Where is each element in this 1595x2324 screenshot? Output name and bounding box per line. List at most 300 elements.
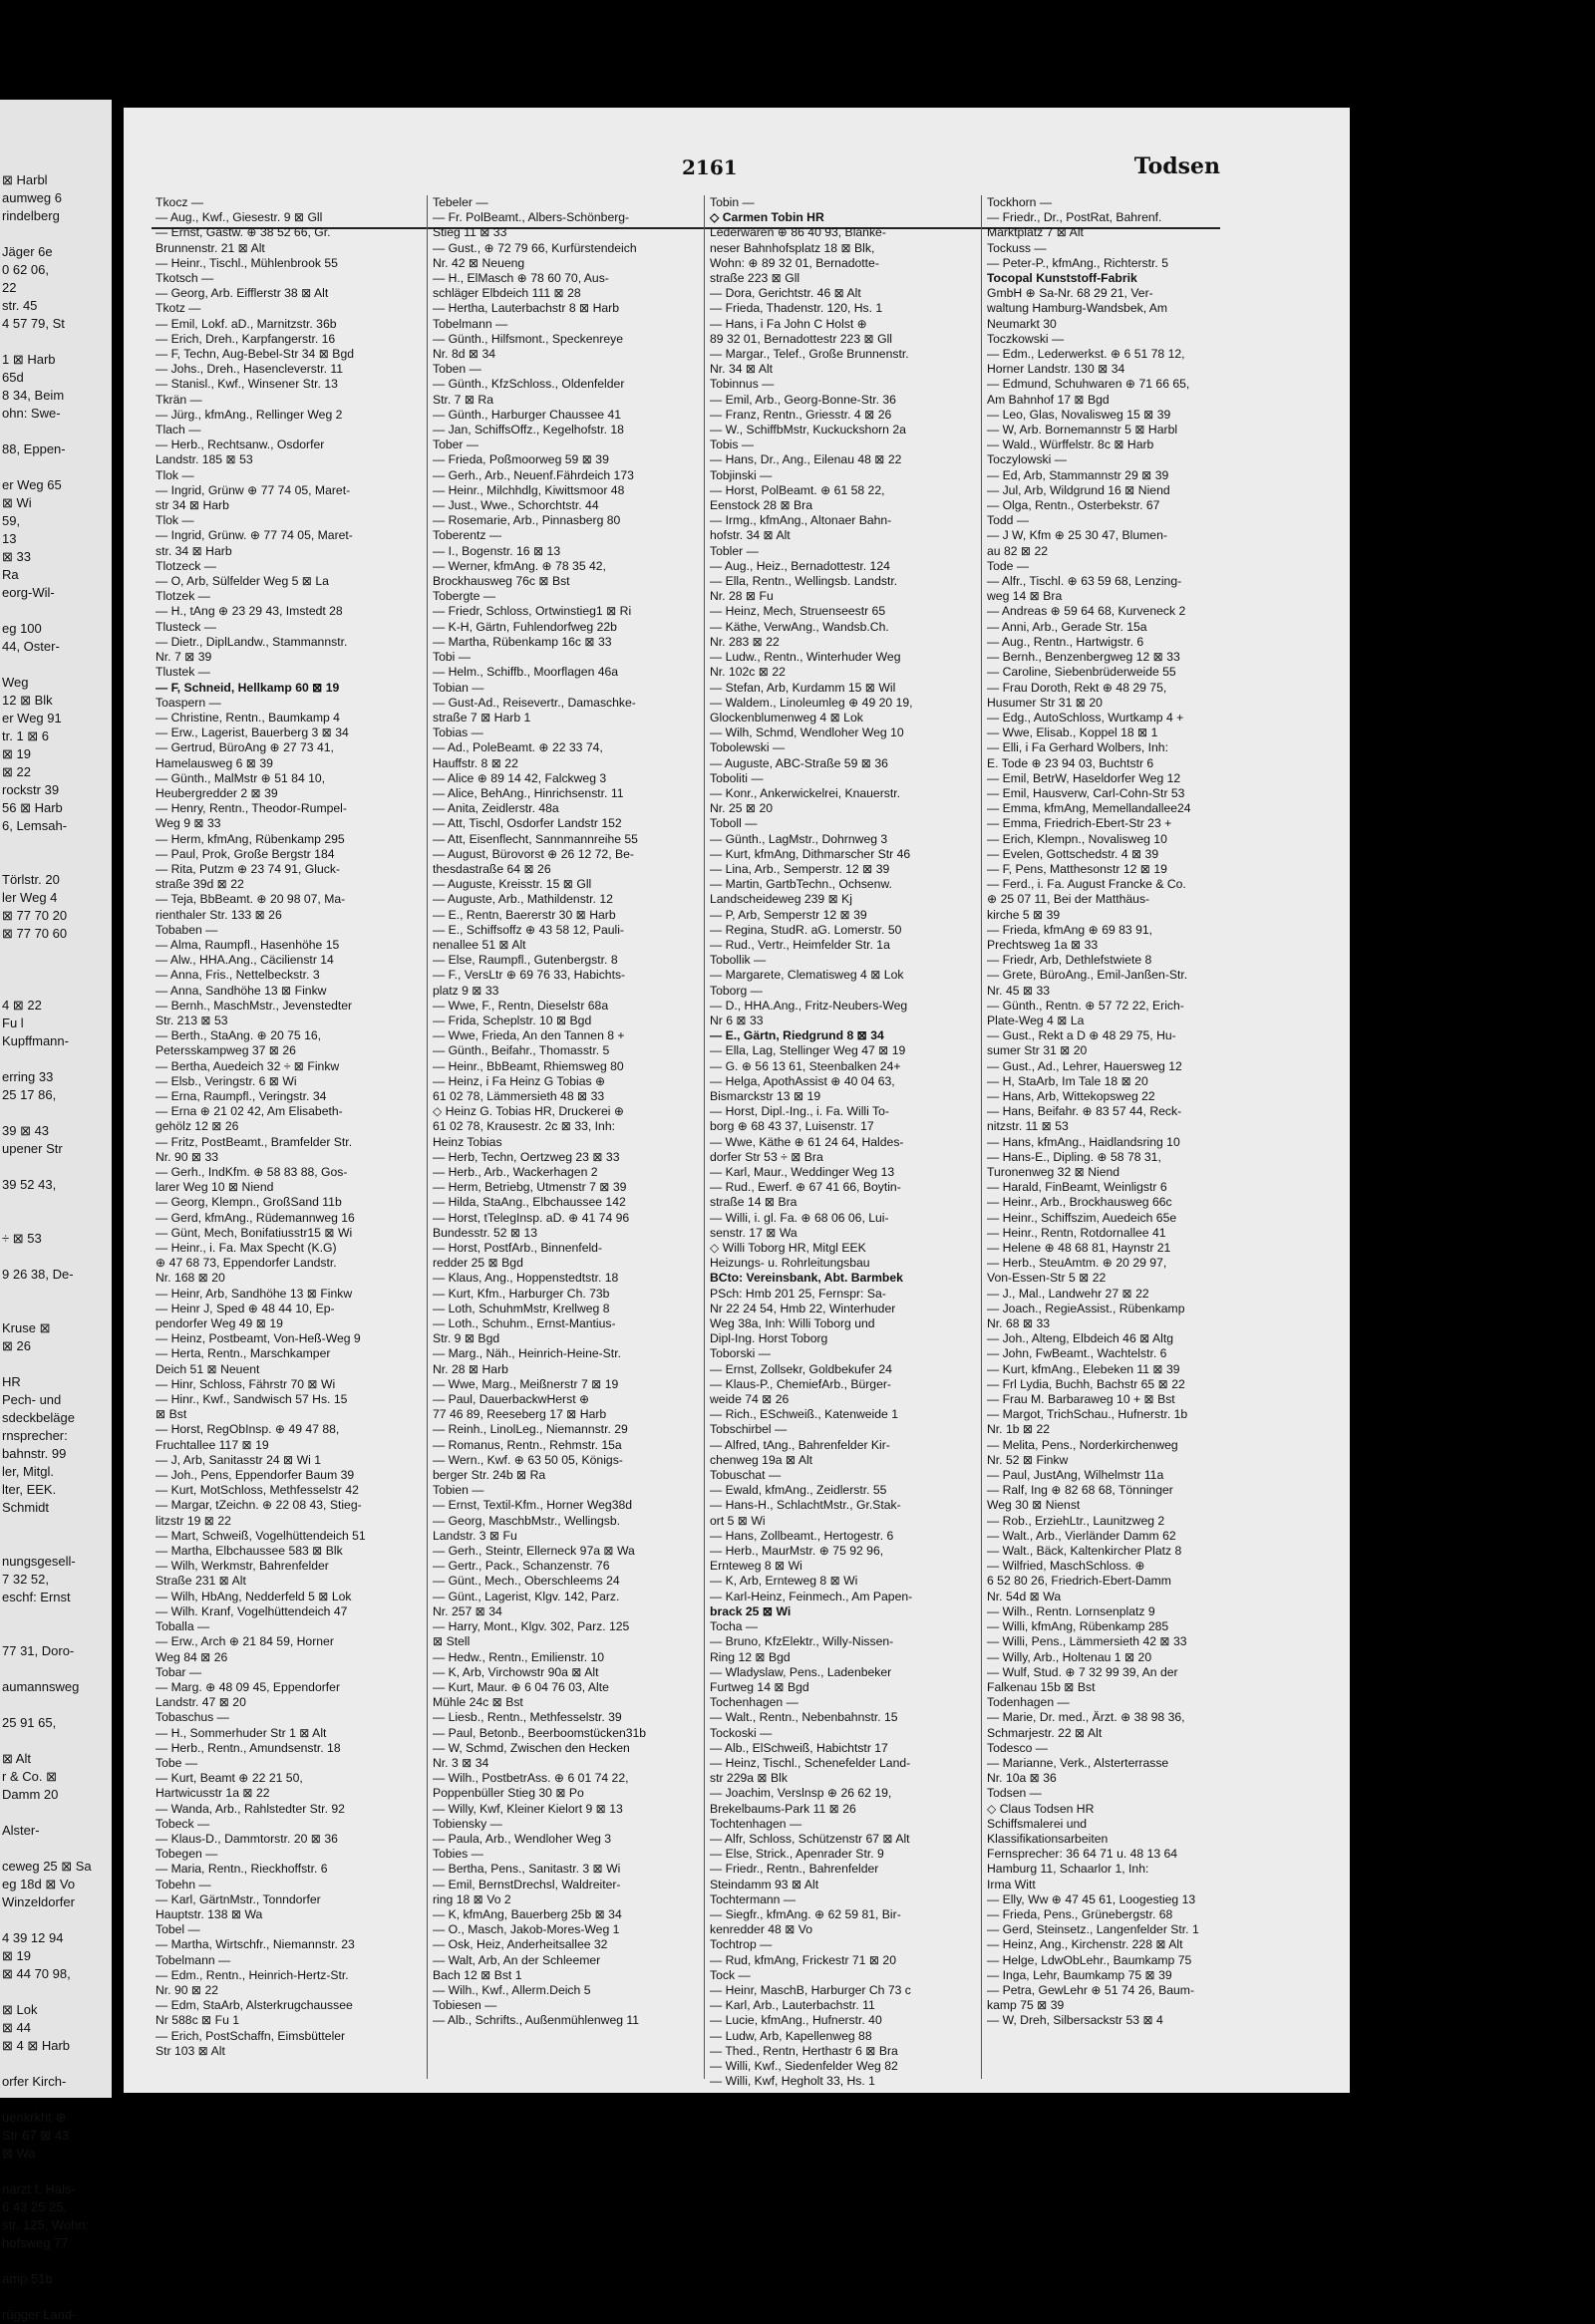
surname-heading: Tock — xyxy=(710,1967,751,1982)
directory-entry: Nr. 168 ⊠ 20 xyxy=(156,1271,225,1286)
left-page-snippet: Pech- und xyxy=(2,1392,62,1407)
left-page-snippet xyxy=(2,1355,112,1373)
left-page-snippet: aumweg 6 xyxy=(2,190,62,205)
directory-entry: — Fr. PolBeamt., Albers-Schönberg- xyxy=(433,210,630,225)
directory-entry: — Werner, kfmAng. ⊕ 78 35 42, xyxy=(433,558,606,573)
directory-entry: Nr. 52 ⊠ Finkw xyxy=(987,1452,1069,1467)
directory-entry: — Lina, Arb., Semperstr. 12 ⊠ 39 xyxy=(710,861,890,876)
directory-entry: Nr. 42 ⊠ Neueng xyxy=(433,255,525,270)
directory-entry: 61 02 78, Lämmersieth 48 ⊠ 33 xyxy=(433,1088,605,1103)
surname-heading: Toborski — xyxy=(710,1346,771,1361)
directory-entry: Prechtsweg 1a ⊠ 33 xyxy=(987,937,1099,952)
directory-entry: — Auguste, Arb., Mathildenstr. 12 xyxy=(433,892,613,907)
directory-entry: — J W, Kfm ⊕ 25 30 47, Blumen- xyxy=(987,528,1167,543)
directory-entry: — H., tAng ⊕ 23 29 43, Imstedt 28 xyxy=(156,604,343,619)
directory-entry: — Heinr, MaschB, Harburger Ch 73 c xyxy=(710,1982,911,1997)
directory-entry: Weg 9 ⊠ 33 xyxy=(156,816,221,831)
directory-entry: — Alma, Raumpfl., Hasenhöhe 15 xyxy=(156,937,340,952)
left-page-snippet: ⊠ 77 70 20 xyxy=(2,908,68,923)
directory-entry: berger Str. 24b ⊠ Ra xyxy=(433,1468,546,1483)
directory-entry: waltung Hamburg-Wandsbek, Am xyxy=(987,301,1168,316)
directory-entry: — Alfr, Schloss, Schützenstr 67 ⊠ Alt xyxy=(710,1831,910,1846)
directory-entry: — W, Schmd, Zwischen den Hecken xyxy=(433,1740,630,1755)
directory-entry: — F, Pens, Matthesonstr 12 ⊠ 19 xyxy=(987,861,1167,876)
directory-entry: — Horst, Dipl.-Ing., i. Fa. Willi To- xyxy=(710,1104,889,1119)
directory-entry: — Herta, Rentn., Marschkamper xyxy=(156,1346,331,1361)
directory-entry: — Heinz, i Fa Heinz G Tobias ⊕ xyxy=(433,1073,606,1088)
surname-heading: Tkrän — xyxy=(156,392,202,407)
directory-entry: — Else, Raumpfl., Gutenbergstr. 8 xyxy=(433,953,618,968)
directory-entry: Weg 38a, Inh: Willi Toborg und xyxy=(710,1316,875,1331)
directory-entry: — Helga, ApothAssist ⊕ 40 04 63, xyxy=(710,1073,895,1088)
directory-entry: — Günth., LagMstr., Dohrnweg 3 xyxy=(710,831,888,846)
directory-entry: Weg 84 ⊠ 26 xyxy=(156,1649,228,1664)
directory-entry: Dipl-Ing. Horst Toborg xyxy=(710,1331,828,1346)
surname-heading: Tlach — xyxy=(156,423,201,437)
left-page-snippet: 65d xyxy=(2,370,24,385)
surname-heading: Tobien — xyxy=(433,1483,484,1498)
surname-heading: Toaspern — xyxy=(156,695,221,710)
directory-entry: — Wulf, Stud. ⊕ 7 32 99 39, An der xyxy=(987,1664,1178,1679)
directory-entry: 77 46 89, Reeseberg 17 ⊠ Harb xyxy=(433,1407,607,1422)
surname-heading: ◇ Heinz G. Tobias HR, Druckerei ⊕ xyxy=(433,1104,625,1119)
directory-entry: — Att, Eisenflecht, Sannmannreihe 55 xyxy=(433,831,638,846)
directory-entry: — Heinr., Rentn, Rotdornallee 41 xyxy=(987,1225,1166,1240)
left-page-snippet: 4 ⊠ 22 xyxy=(2,998,42,1013)
directory-entry: — Regina, StudR. aG. Lomerstr. 50 xyxy=(710,922,902,937)
directory-entry: — Wilh. Kranf, Vogelhüttendeich 47 xyxy=(156,1603,348,1618)
left-page-snippet: ⊠ Wi xyxy=(2,495,32,510)
directory-entry: brack 25 ⊠ Wi xyxy=(710,1603,792,1618)
left-page-snippet: eorg-Wil- xyxy=(2,585,55,600)
left-page-snippet: lter, EEK. xyxy=(2,1482,57,1497)
directory-entry: thesdastraße 64 ⊠ 26 xyxy=(433,861,551,876)
directory-entry: ort 5 ⊠ Wi xyxy=(710,1513,766,1528)
surname-heading: Tobollik — xyxy=(710,953,767,968)
surname-heading: Toczylowski — xyxy=(987,452,1067,467)
left-page-snippet: amp 51b xyxy=(2,2271,53,2286)
directory-entry: — Paul, DauerbackwHerst ⊕ xyxy=(433,1392,590,1407)
directory-entry: str 34 ⊠ Harb xyxy=(156,498,229,513)
directory-entry: — Anna, Sandhöhe 13 ⊠ Finkw xyxy=(156,983,327,998)
left-page-snippet: ler Weg 4 xyxy=(2,890,58,905)
directory-entry: str 229a ⊠ Blk xyxy=(710,1771,788,1786)
directory-entry: Eenstock 28 ⊠ Bra xyxy=(710,498,813,513)
left-page-snippet: 39 52 43, xyxy=(2,1177,57,1192)
directory-entry: — Harry, Mont., Klgv. 302, Parz. 125 xyxy=(433,1619,630,1634)
directory-entry: — O., Masch, Jakob-Mores-Weg 1 xyxy=(433,1922,620,1937)
directory-entry: — Gust., Ad., Lehrer, Hauersweg 12 xyxy=(987,1058,1182,1073)
left-page-snippet: narzt f. Hals- xyxy=(2,2181,76,2196)
directory-entry: weide 74 ⊠ 26 xyxy=(710,1392,790,1407)
directory-entry: Nr. 102c ⊠ 22 xyxy=(710,665,786,680)
directory-entry: chenweg 19a ⊠ Alt xyxy=(710,1452,813,1467)
left-page-snippet: ⊠ 4 ⊠ Harb xyxy=(2,2038,71,2053)
directory-entry: — Elly, Ww ⊕ 47 45 61, Loogestieg 13 xyxy=(987,1891,1196,1906)
directory-entry: — E., Schiffsoffz ⊕ 43 58 12, Pauli- xyxy=(433,922,624,937)
directory-entry: — Alw., HHA.Ang., Cäcilienstr 14 xyxy=(156,953,334,968)
directory-entry: — Wern., Kwf. ⊕ 63 50 05, Königs- xyxy=(433,1452,623,1467)
directory-entry: — Gerd, Steinsetz., Langenfelder Str. 1 xyxy=(987,1922,1199,1937)
surname-heading: Toballa — xyxy=(156,1619,210,1634)
directory-entry: — Reinh., LinolLeg., Niemannstr. 29 xyxy=(433,1422,628,1437)
left-page-snippet xyxy=(2,333,112,351)
directory-entry: ring 18 ⊠ Vo 2 xyxy=(433,1891,511,1906)
directory-entry: Ring 12 ⊠ Bgd xyxy=(710,1649,791,1664)
left-page-snippet: 77 31, Doro- xyxy=(2,1643,75,1658)
left-page-snippet: er Weg 65 xyxy=(2,477,62,492)
directory-entry: Nr. 257 ⊠ 34 xyxy=(433,1603,502,1618)
directory-entry: — Osk, Heiz, Anderheitsallee 32 xyxy=(433,1937,608,1952)
directory-entry: — Thed., Rentn, Herthastr 6 ⊠ Bra xyxy=(710,2043,898,2058)
left-page-snippet: HR xyxy=(2,1374,21,1389)
directory-entry: — Georg, Klempn., GroßSand 11b xyxy=(156,1195,342,1210)
left-page-snippet: rindelberg xyxy=(2,208,60,223)
left-page-snippet: str. 125, Wohn: xyxy=(2,2217,90,2232)
left-page-snippet xyxy=(2,602,112,620)
left-page-snippet: Fu l xyxy=(2,1016,24,1030)
directory-entry: — Wanda, Arb., Rahlstedter Str. 92 xyxy=(156,1801,345,1816)
directory-entry: — Romanus, Rentn., Rehmstr. 15a xyxy=(433,1437,622,1452)
left-page-snippet xyxy=(2,1284,112,1302)
directory-column-3 xyxy=(710,195,975,2089)
directory-entry: — Friedr, Arb, Dethlefstwiete 8 xyxy=(987,953,1152,968)
surname-heading: Todd — xyxy=(987,513,1030,528)
directory-entry: schläger Elbdeich 111 ⊠ 28 xyxy=(433,286,581,301)
directory-entry: Str. 213 ⊠ 53 xyxy=(156,1013,228,1027)
left-page-snippet: tr. 1 ⊠ 6 xyxy=(2,728,50,743)
surname-heading: Tobelmann — xyxy=(433,316,508,331)
directory-entry: — Loth., Schuhm., Ernst-Mantius- xyxy=(433,1316,616,1331)
directory-entry: — Heinr, Arb, Sandhöhe 13 ⊠ Finkw xyxy=(156,1286,353,1301)
directory-entry: — Stefan, Arb, Kurdamm 15 ⊠ Wil xyxy=(710,680,896,695)
directory-entry: — Martin, GartbTechn., Ochsenw. xyxy=(710,877,892,892)
surname-heading: Todsen — xyxy=(987,1786,1042,1801)
left-page-snippet: rügger Land- xyxy=(2,2307,77,2322)
directory-entry: — Frieda, Poßmoorweg 59 ⊠ 39 xyxy=(433,452,609,467)
directory-entry: 6 52 80 26, Friedrich-Ebert-Damm xyxy=(987,1574,1171,1589)
surname-heading: Tobar — xyxy=(156,1664,202,1679)
surname-heading: Tocopal Kunststoff-Fabrik xyxy=(987,271,1137,286)
directory-entry: — Ed, Arb, Stammannstr 29 ⊠ 39 xyxy=(987,467,1169,482)
directory-entry: Bach 12 ⊠ Bst 1 xyxy=(433,1967,522,1982)
left-page-snippet: 13 xyxy=(2,531,17,546)
surname-heading: Tobies — xyxy=(433,1847,483,1862)
left-page-snippet: 56 ⊠ Harb xyxy=(2,800,63,815)
left-page-snippet xyxy=(2,1660,112,1678)
directory-entry: — Att, Tischl, Osdorfer Landstr 152 xyxy=(433,816,622,831)
directory-entry: Am Bahnhof 17 ⊠ Bgd xyxy=(987,392,1110,407)
surname-heading: Tockoski — xyxy=(710,1725,773,1740)
directory-entry: Falkenau 15b ⊠ Bst xyxy=(987,1679,1096,1694)
surname-heading: Tobolewski — xyxy=(710,740,786,755)
directory-entry: — Wilh., Rentn. Lornsenplatz 9 xyxy=(987,1603,1155,1618)
directory-entry: — Bertha, Auedeich 32 ÷ ⊠ Finkw xyxy=(156,1058,340,1073)
left-page-snippet xyxy=(2,943,112,961)
surname-heading: Tobis — xyxy=(710,437,755,452)
surname-heading: Tocha — xyxy=(710,1619,759,1634)
page-header xyxy=(124,147,1350,187)
surname-heading: Toczkowski — xyxy=(987,331,1065,346)
directory-entry: Furtweg 14 ⊠ Bgd xyxy=(710,1679,809,1694)
left-page-snippet: ⊠ 44 70 98, xyxy=(2,1966,71,1981)
left-page-snippet xyxy=(2,1248,112,1266)
left-page-snippet xyxy=(2,2091,112,2109)
directory-entry: — Edm., Lederwerkst. ⊕ 6 51 78 12, xyxy=(987,347,1185,362)
surname-heading: Tochtermann — xyxy=(710,1891,797,1906)
directory-entry: — Horst, PostfArb., Binnenfeld- xyxy=(433,1241,603,1256)
directory-entry: ⊕ 47 68 73, Eppendorfer Landstr. xyxy=(156,1256,337,1271)
directory-entry: pendorfer Weg 49 ⊠ 19 xyxy=(156,1316,283,1331)
surname-heading: Tlotzeck — xyxy=(156,558,216,573)
directory-entry: — Herb., Arb., Wackerhagen 2 xyxy=(433,1165,598,1179)
directory-entry: — Stanisl., Kwf., Winsener Str. 13 xyxy=(156,377,338,392)
directory-entry: — Hans-E., Dipling. ⊕ 58 78 31, xyxy=(987,1149,1161,1164)
surname-heading: Toborg — xyxy=(710,983,763,998)
directory-entry: — Wwe, F., Rentn, Dieselstr 68a xyxy=(433,998,609,1013)
directory-entry: — Heinr., BbBeamt, Rhiemsweg 80 xyxy=(433,1058,624,1073)
directory-entry: — Rita, Putzm ⊕ 23 74 91, Gluck- xyxy=(156,861,340,876)
directory-entry: nenallee 51 ⊠ Alt xyxy=(433,937,526,952)
directory-entry: Petersskampweg 37 ⊠ 26 xyxy=(156,1043,296,1058)
directory-entry: — Ad., PoleBeamt. ⊕ 22 33 74, xyxy=(433,740,603,755)
directory-entry: — Käthe, VerwAng., Wandsb.Ch. xyxy=(710,619,889,634)
directory-entry: — Heinz, Mech, Struenseestr 65 xyxy=(710,604,886,619)
left-page-snippet: Kruse ⊠ xyxy=(2,1320,51,1335)
directory-entry: Fernsprecher: 36 64 71 u. 48 13 64 xyxy=(987,1847,1178,1862)
left-page-fragment xyxy=(0,100,112,2322)
directory-entry: larer Weg 10 ⊠ Niend xyxy=(156,1180,274,1195)
directory-entry: — Emil, Hausverw, Carl-Cohn-Str 53 xyxy=(987,785,1185,800)
directory-entry: — Wladyslaw, Pens., Ladenbeker xyxy=(710,1664,892,1679)
directory-entry: Str. 7 ⊠ Ra xyxy=(433,392,494,407)
directory-entry: — Siegfr., kfmAng. ⊕ 62 59 81, Bir- xyxy=(710,1906,901,1921)
directory-entry: Horner Landstr. 130 ⊠ 34 xyxy=(987,362,1125,377)
directory-entry: — Margar, tZeichn. ⊕ 22 08 43, Stieg- xyxy=(156,1498,362,1513)
directory-entry: — Paul, Betonb., Beerboomstücken31b xyxy=(433,1725,647,1740)
directory-entry: — Herb., Rentn., Amundsenstr. 18 xyxy=(156,1740,341,1755)
directory-entry: Landscheideweg 239 ⊠ Kj xyxy=(710,892,853,907)
directory-entry: Nr 588c ⊠ Fu 1 xyxy=(156,2013,240,2028)
directory-entry: — F, Schneid, Hellkamp 60 ⊠ 19 xyxy=(156,680,340,695)
directory-entry: au 82 ⊠ 22 xyxy=(987,543,1049,558)
directory-entry: — Frau Doroth, Rekt ⊕ 48 29 75, xyxy=(987,680,1167,695)
left-page-snippet xyxy=(2,1732,112,1750)
left-page-snippet xyxy=(2,2163,112,2180)
directory-entry: — H., Sommerhuder Str 1 ⊠ Alt xyxy=(156,1725,327,1740)
left-page-snippet xyxy=(2,225,112,243)
directory-entry: — Kurt, MotSchloss, Methfesselstr 42 xyxy=(156,1483,359,1498)
surname-heading: ◇ Claus Todsen HR xyxy=(987,1801,1095,1816)
directory-entry: — Johs., Dreh., Hasencleverstr. 11 xyxy=(156,362,344,377)
directory-entry: Marktplatz 7 ⊠ Alt xyxy=(987,225,1084,240)
directory-entry: — Auguste, Kreisstr. 15 ⊠ Gll xyxy=(433,877,592,892)
left-page-snippet xyxy=(2,1158,112,1176)
directory-entry: — Just., Wwe., Schorchtstr. 44 xyxy=(433,498,599,513)
surname-heading: Tlusteck — xyxy=(156,619,216,634)
directory-entry: — Paul, JustAng, Wilhelmstr 11a xyxy=(987,1468,1164,1483)
left-page-snippet xyxy=(2,1517,112,1535)
directory-entry: — Edm, StaArb, Alsterkrugchaussee xyxy=(156,1998,353,2013)
surname-heading: Tobian — xyxy=(433,680,484,695)
directory-entry: — Karl-Heinz, Feinmech., Am Papen- xyxy=(710,1589,913,1603)
directory-entry: — Ingrid, Grünw ⊕ 77 74 05, Maret- xyxy=(156,482,351,497)
directory-entry: Landstr. 3 ⊠ Fu xyxy=(433,1528,517,1543)
directory-entry: kamp 75 ⊠ 39 xyxy=(987,1998,1065,2013)
left-page-snippet xyxy=(2,1302,112,1319)
directory-entry: senstr. 17 ⊠ Wa xyxy=(710,1225,798,1240)
directory-entry: — F, Techn, Aug-Bebel-Str 34 ⊠ Bgd xyxy=(156,347,354,362)
left-page-snippet: ⊠ Wa xyxy=(2,2146,36,2161)
directory-entry: — Günt., Mech., Oberschleems 24 xyxy=(433,1574,620,1589)
directory-entry: Brekelbaums-Park 11 ⊠ 26 xyxy=(710,1801,856,1816)
directory-entry: Nr. 3 ⊠ 34 xyxy=(433,1755,489,1770)
directory-entry: — Rosemarie, Arb., Pinnasberg 80 xyxy=(433,513,621,528)
left-page-snippet: 59, xyxy=(2,513,21,528)
directory-entry: — Marianne, Verk., Alsterterrasse xyxy=(987,1755,1169,1770)
surname-heading: Tkotz — xyxy=(156,301,201,316)
left-page-snippet xyxy=(2,100,112,118)
directory-entry: — Fritz, PostBeamt., Bramfelder Str. xyxy=(156,1134,353,1149)
directory-entry: — Heinr., Tischl., Mühlenbrook 55 xyxy=(156,255,338,270)
directory-entry: Nr. 10a ⊠ 36 xyxy=(987,1771,1057,1786)
directory-entry: — Ernst, Textil-Kfm., Horner Weg38d xyxy=(433,1498,633,1513)
column-divider xyxy=(981,195,982,2079)
directory-entry: — Heinz, Postbeamt, Von-Heß-Weg 9 xyxy=(156,1331,361,1346)
directory-entry: Nr. 45 ⊠ 33 xyxy=(987,983,1051,998)
directory-entry: — Wilh, HbAng, Nedderfeld 5 ⊠ Lok xyxy=(156,1589,352,1603)
directory-entry: — Friedr, Schloss, Ortwinstieg1 ⊠ Ri xyxy=(433,604,632,619)
directory-entry: straße 39d ⊠ 22 xyxy=(156,877,244,892)
directory-entry: — Heinr., Milchhdlg, Kiwittsmoor 48 xyxy=(433,482,625,497)
directory-entry: — Kurt, Maur. ⊕ 6 04 76 03, Alte xyxy=(433,1679,609,1694)
left-page-snippet xyxy=(2,979,112,997)
surname-heading: Tockhorn — xyxy=(987,195,1053,209)
directory-entry: straße 223 ⊠ Gll xyxy=(710,271,800,286)
directory-entry: — Georg, MaschbMstr., Wellingsb. xyxy=(433,1513,621,1528)
directory-entry: — Dora, Gerichtstr. 46 ⊠ Alt xyxy=(710,286,861,301)
directory-entry: — Ella, Lag, Stellinger Weg 47 ⊠ 19 xyxy=(710,1043,906,1058)
directory-entry: — Kurt, kfmAng., Elebeken 11 ⊠ 39 xyxy=(987,1361,1180,1376)
directory-entry: — Ralf, Ing ⊕ 82 68 68, Tönninger xyxy=(987,1483,1173,1498)
directory-entry: — H, StaArb, Im Tale 18 ⊠ 20 xyxy=(987,1073,1148,1088)
directory-entry: — Kurt, Beamt ⊕ 22 21 50, xyxy=(156,1771,303,1786)
surname-heading: Tochtrop — xyxy=(710,1937,773,1952)
left-page-snippet xyxy=(2,1606,112,1624)
left-page-snippet: Winzeldorfer xyxy=(2,1894,75,1909)
left-page-snippet: er Weg 91 xyxy=(2,711,62,726)
directory-entry: — Klaus, Ang., Hoppenstedtstr. 18 xyxy=(433,1271,619,1286)
left-page-snippet: 4 57 79, St xyxy=(2,316,65,331)
directory-entry: ⊠ Bst xyxy=(156,1407,187,1422)
directory-entry: Hauptstr. 138 ⊠ Wa xyxy=(156,1906,263,1921)
directory-entry: Nr. 68 ⊠ 33 xyxy=(987,1316,1051,1331)
surname-heading: Tlok — xyxy=(156,513,194,528)
surname-heading: Tobaben — xyxy=(156,922,218,937)
directory-entry: — Jul, Arb, Wildgrund 16 ⊠ Niend xyxy=(987,482,1170,497)
left-page-snippet: ⊠ 22 xyxy=(2,764,31,779)
directory-entry: — Anna, Fris., Nettelbeckstr. 3 xyxy=(156,968,320,983)
directory-entry: — Hans, Beifahr. ⊕ 83 57 44, Reck- xyxy=(987,1104,1182,1119)
left-page-snippet: 25 17 86, xyxy=(2,1087,57,1102)
surname-heading: Tobelmann — xyxy=(156,1952,231,1967)
directory-entry: nitzstr. 11 ⊠ 53 xyxy=(987,1119,1069,1134)
directory-entry: — Heinr., Schiffszim, Auedeich 65e xyxy=(987,1210,1177,1225)
left-page-snippet: aumannsweg xyxy=(2,1679,80,1694)
directory-entry: — Herb., SteuAmtm. ⊕ 20 29 97, xyxy=(987,1256,1167,1271)
directory-entry: Nr. 90 ⊠ 33 xyxy=(156,1149,219,1164)
directory-entry: — K, Arb, Ernteweg 8 ⊠ Wi xyxy=(710,1574,858,1589)
surname-heading: Tkotsch — xyxy=(156,271,214,286)
directory-entry: — Karl, Arb., Lauterbachstr. 11 xyxy=(710,1998,875,2013)
page-number: 2161 xyxy=(682,155,738,179)
directory-entry: Turonenweg 32 ⊠ Niend xyxy=(987,1165,1120,1179)
directory-entry: — Walt., Arb., Vierländer Damm 62 xyxy=(987,1528,1176,1543)
directory-entry: — Frida, Scheplstr. 10 ⊠ Bgd xyxy=(433,1013,592,1027)
directory-entry: — Martha, Elbchaussee 583 ⊠ Blk xyxy=(156,1544,343,1559)
directory-entry: — Gerh., Arb., Neuenf.Fährdeich 173 xyxy=(433,467,634,482)
directory-entry: — Wwe, Marg., Meißnerstr 7 ⊠ 19 xyxy=(433,1376,619,1391)
directory-entry: str. 34 ⊠ Harb xyxy=(156,543,232,558)
left-page-snippet: ⊠ 26 xyxy=(2,1338,31,1353)
left-page-snippet: eg 100 xyxy=(2,621,42,636)
left-page-snippet xyxy=(2,423,112,440)
surname-heading: Tlotzek — xyxy=(156,589,210,604)
left-page-snippet: ⊠ 19 xyxy=(2,746,31,761)
surname-heading: Tobjinski — xyxy=(710,467,773,482)
directory-entry: — Willi, kfmAng, Rübenkamp 285 xyxy=(987,1619,1169,1634)
directory-entry: — Jürg., kfmAng., Rellinger Weg 2 xyxy=(156,407,343,422)
directory-entry: — Margarete, Clematisweg 4 ⊠ Lok xyxy=(710,968,904,983)
directory-entry: Nr. 90 ⊠ 22 xyxy=(156,1982,219,1997)
directory-entry: — Heinz, Ang., Kirchenstr. 228 ⊠ Alt xyxy=(987,1937,1183,1952)
surname-heading: Tochtenhagen — xyxy=(710,1816,802,1831)
left-page-snippet: ohn: Swe- xyxy=(2,406,61,421)
left-page-snippet: bahnstr. 99 xyxy=(2,1446,67,1461)
directory-entry: — Hans, Arb, Wittekopsweg 22 xyxy=(987,1088,1155,1103)
directory-entry: — Hans, Zollbeamt., Hertogestr. 6 xyxy=(710,1528,894,1543)
directory-entry: — Evelen, Gottschedstr. 4 ⊠ 39 xyxy=(987,846,1159,861)
directory-entry: — Teja, BbBeamt. ⊕ 20 98 07, Ma- xyxy=(156,892,346,907)
directory-entry: Von-Essen-Str 5 ⊠ 22 xyxy=(987,1271,1107,1286)
directory-entry: sumer Str 31 ⊠ 20 xyxy=(987,1043,1088,1058)
directory-entry: — Hilda, StaAng., Elbchaussee 142 xyxy=(433,1195,626,1210)
directory-entry: — Günth., MalMstr ⊕ 51 84 10, xyxy=(156,770,326,785)
left-page-snippet xyxy=(2,1050,112,1068)
directory-entry: — Gerd, kfmAng., Rüdemannweg 16 xyxy=(156,1210,355,1225)
left-page-snippet: ⊠ Lok xyxy=(2,2002,38,2017)
directory-entry: — Caroline, Siebenbrüderweide 55 xyxy=(987,665,1176,680)
directory-entry: — Helm., Schiffb., Moorflagen 46a xyxy=(433,665,619,680)
directory-entry: — Wilh., Kwf., Allerm.Deich 5 xyxy=(433,1982,591,1997)
directory-entry: — Erna ⊕ 21 02 42, Am Elisabeth- xyxy=(156,1104,343,1119)
directory-column-2 xyxy=(433,195,698,2029)
directory-entry: — Günth., KfzSchloss., Oldenfelder xyxy=(433,377,625,392)
left-page-snippet xyxy=(2,961,112,979)
directory-entry: — Ernst, Gastw. ⊕ 38 52 66, Gr. xyxy=(156,225,331,240)
surname-heading: Tobschirbel — xyxy=(710,1422,788,1437)
left-page-snippet: Str 67 ⊠ 43 xyxy=(2,2128,70,2143)
directory-entry: — K, Arb, Virchowstr 90a ⊠ Alt xyxy=(433,1664,599,1679)
directory-entry: — Horst, RegObInsp. ⊕ 49 47 88, xyxy=(156,1422,340,1437)
left-page-snippet: 9 26 38, De- xyxy=(2,1267,74,1282)
directory-entry: — Margot, TrichSchau., Hufnerstr. 1b xyxy=(987,1407,1188,1422)
directory-entry: — Heinr., Arb., Brockhausweg 66c xyxy=(987,1195,1172,1210)
directory-entry: Nr. 25 ⊠ 20 xyxy=(710,801,774,816)
directory-entry: — Christine, Rentn., Baumkamp 4 xyxy=(156,710,340,725)
directory-entry: — Walt., Bäck, Kaltenkircher Platz 8 xyxy=(987,1544,1182,1559)
directory-entry: — Rud., Vertr., Heimfelder Str. 1a xyxy=(710,937,890,952)
